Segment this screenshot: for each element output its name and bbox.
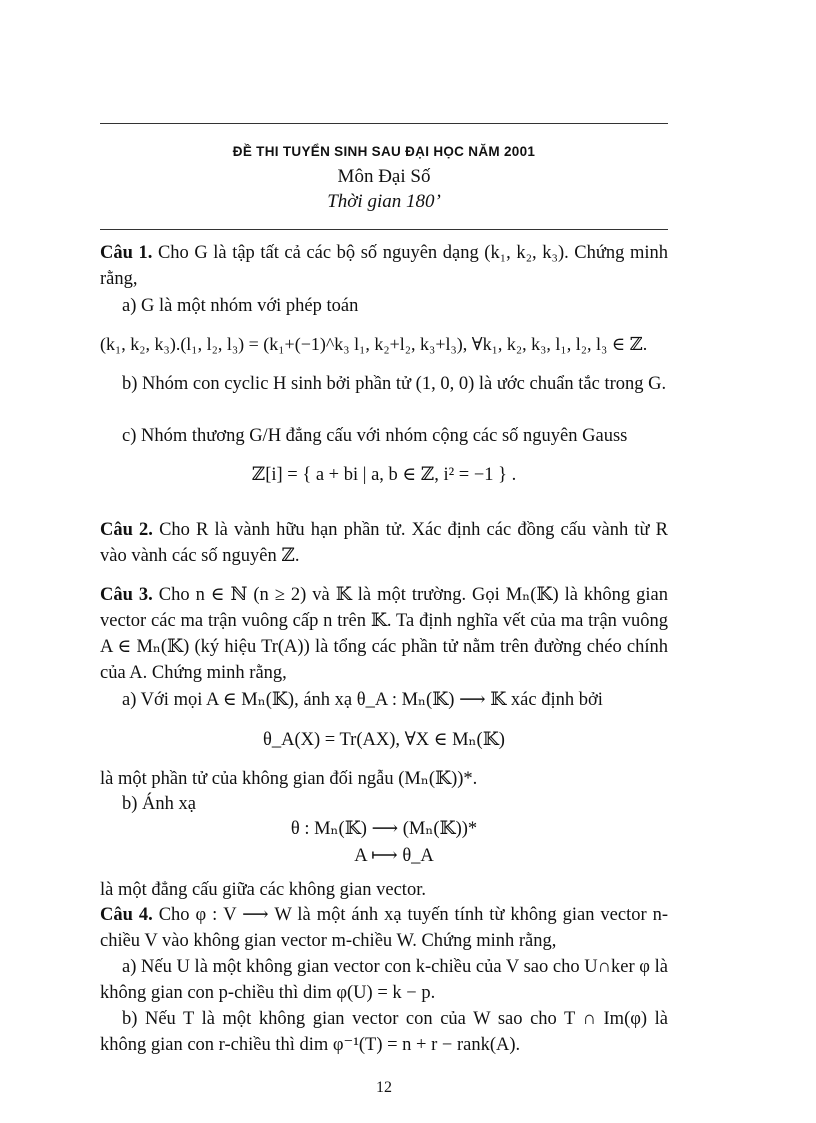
q1-intro	[100, 240, 668, 292]
q1-intro-text: Cho G là tập tất cả các bộ số nguyên dạng (k₁, k₂, k₃). Chứng minh rằng,	[100, 243, 669, 289]
exam-title: ĐỀ THI TUYỂN SINH SAU ĐẠI HỌC NĂM 2001	[232, 144, 536, 159]
q2-label: Câu 2.	[100, 520, 153, 540]
q3-part-b: b) Ánh xạ	[122, 794, 196, 814]
q1-formula: (k₁, k₂, k₃).(l₁, l₂, l₃) = (k₁+(−1)^k₃ l₁, k₂+l₂, k₃+l₃), ∀k₁, k₂, k₃, l₁, l₂, l₃ ∈ ℤ.	[100, 334, 648, 354]
q3-text: Cho n ∈ ℕ (n ≥ 2) và 𝕂 là một trường. Gọi Mₙ(𝕂) là không gian vector các ma trận vuông cấp n trên 𝕂. Ta định nghĩa vết của ma trận vuông A ∈ Mₙ(𝕂) (ký hiệu Tr(A)) là tổng các phần tử nằm trên đường chéo chính của A. Chứng minh rằng,	[100, 585, 669, 683]
q3-label: Câu 3.	[100, 585, 153, 605]
page-number: 12	[376, 1079, 392, 1096]
q1-part-c: c) Nhóm thương G/H đẳng cấu với nhóm cộng các số nguyên Gauss	[122, 426, 628, 446]
q3-b-formula-2: A ⟼ θ_A	[354, 846, 434, 866]
q4-part-a: a) Nếu U là một không gian vector con k-chiều của V sao cho U∩ker φ là không gian con p-chiều thì dim φ(U) = k − p.	[100, 957, 668, 1003]
time-line: Thời gian 180’	[327, 191, 441, 212]
q3-b-tail: là một đẳng cấu giữa các không gian vector.	[100, 880, 426, 900]
subject-line: Môn Đại Số	[337, 166, 431, 187]
q2	[100, 517, 668, 569]
q4-text: Cho φ : V ⟶ W là một ánh xạ tuyến tính từ không gian vector n-chiều V vào không gian vector m-chiều W. Chứng minh rằng,	[100, 905, 668, 951]
top-rule	[100, 123, 668, 124]
q4-intro	[100, 902, 668, 954]
q1-gauss-formula: ℤ[i] = { a + bi | a, b ∈ ℤ, i² = −1 } .	[251, 465, 517, 485]
q3-a-tail: là một phần tử của không gian đối ngẫu (Mₙ(𝕂))*.	[100, 769, 478, 789]
bottom-rule	[100, 229, 668, 230]
q3-part-a: a) Với mọi A ∈ Mₙ(𝕂), ánh xạ θ_A : Mₙ(𝕂) ⟶ 𝕂 xác định bởi	[122, 690, 603, 710]
q1-part-b: b) Nhóm con cyclic H sinh bởi phần tử (1, 0, 0) là ước chuẩn tắc trong G.	[122, 374, 667, 394]
q4-part-b: b) Nếu T là một không gian vector con của W sao cho T ∩ Im(φ) là không gian con r-chiều thì dim φ⁻¹(T) = n + r − rank(A).	[100, 1009, 668, 1055]
q2-text: Cho R là vành hữu hạn phần tử. Xác định các đồng cấu vành từ R vào vành các số nguyên ℤ.	[100, 520, 669, 566]
q3-a-formula: θ_A(X) = Tr(AX), ∀X ∈ Mₙ(𝕂)	[263, 730, 505, 750]
q3-b-formula-1: θ : Mₙ(𝕂) ⟶ (Mₙ(𝕂))*	[290, 819, 478, 839]
q1-label: Câu 1.	[100, 243, 153, 263]
exam-page	[100, 0, 668, 1123]
q3-intro	[100, 582, 668, 686]
q1-part-a: a) G là một nhóm với phép toán	[122, 296, 359, 316]
q4-label: Câu 4.	[100, 905, 153, 925]
